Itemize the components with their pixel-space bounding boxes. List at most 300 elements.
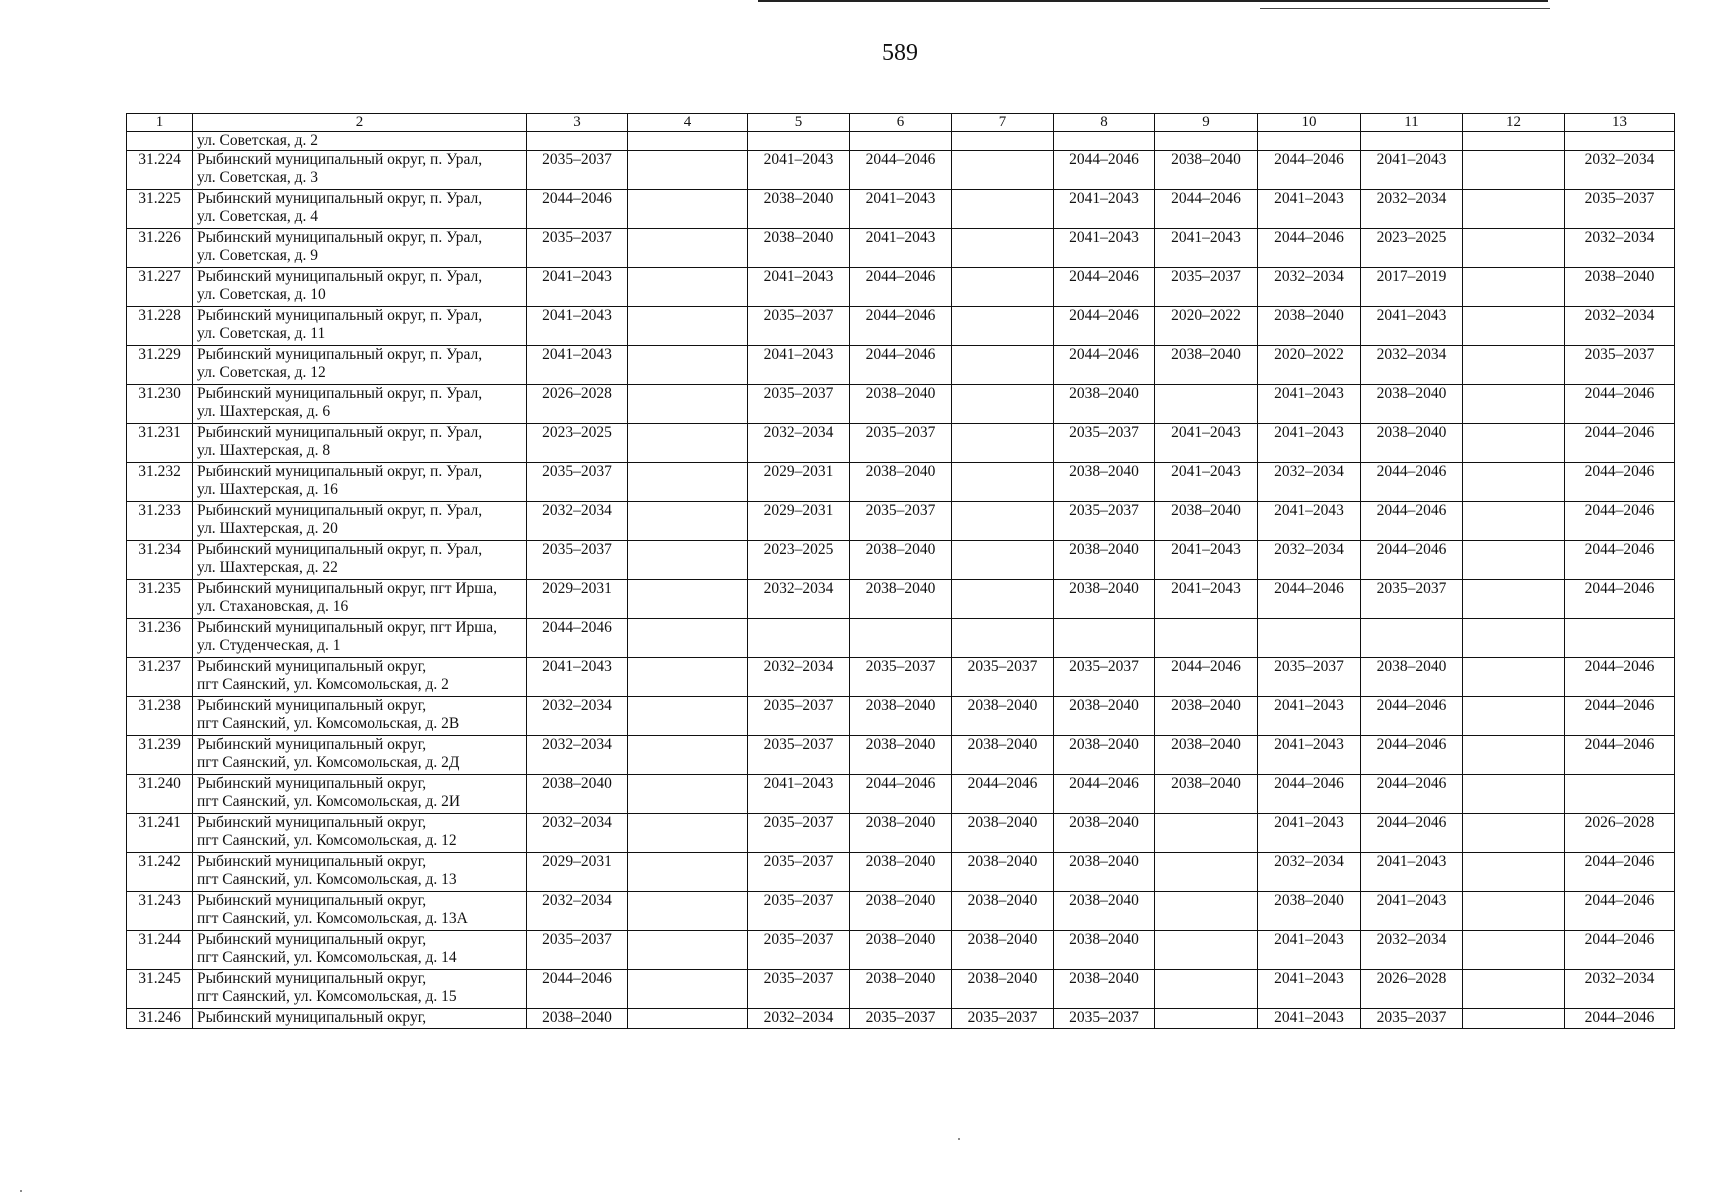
address-cell: Рыбинский муниципальный округ, п. Урал, ул. Шахтерская, д. 8	[193, 424, 527, 463]
table-row	[127, 307, 1675, 346]
column-header: 2	[193, 114, 527, 132]
period-cell: 2035–2037	[850, 1009, 952, 1029]
period-cell: 2044–2046	[1258, 151, 1361, 190]
period-cell: 2044–2046	[850, 307, 952, 346]
table-row	[127, 385, 1675, 424]
address-cell: Рыбинский муниципальный округ, п. Урал, ул. Шахтерская, д. 22	[193, 541, 527, 580]
period-cell: 2044–2046	[527, 619, 628, 658]
period-cell	[850, 619, 952, 658]
period-cell: 2032–2034	[1361, 346, 1463, 385]
period-cell: 2035–2037	[1361, 1009, 1463, 1029]
address-cell: Рыбинский муниципальный округ, п. Урал, ул. Шахтерская, д. 6	[193, 385, 527, 424]
period-cell: 2032–2034	[1565, 307, 1675, 346]
period-cell: 2038–2040	[1155, 736, 1258, 775]
row-number-cell: 31.242	[127, 853, 193, 892]
period-cell: 2038–2040	[1054, 697, 1155, 736]
table-row	[127, 697, 1675, 736]
period-cell: 2038–2040	[1054, 931, 1155, 970]
row-number-cell: 31.234	[127, 541, 193, 580]
row-number-cell: 31.225	[127, 190, 193, 229]
period-cell: 2038–2040	[1155, 151, 1258, 190]
period-cell: 2035–2037	[1054, 658, 1155, 697]
period-cell: 2044–2046	[1361, 541, 1463, 580]
period-cell	[628, 463, 748, 502]
period-cell: 2038–2040	[1155, 775, 1258, 814]
table-row	[127, 1009, 1675, 1029]
address-cell: Рыбинский муниципальный округ, п. Урал, ул. Шахтерская, д. 20	[193, 502, 527, 541]
period-cell: 2038–2040	[952, 970, 1054, 1009]
period-cell: 2038–2040	[850, 931, 952, 970]
period-cell	[1155, 814, 1258, 853]
period-cell	[1155, 385, 1258, 424]
row-number-cell: 31.231	[127, 424, 193, 463]
period-cell: 2041–2043	[1361, 853, 1463, 892]
period-cell: 2029–2031	[748, 502, 850, 541]
period-cell: 2044–2046	[1258, 775, 1361, 814]
address-cell: Рыбинский муниципальный округ, пгт Саянский, ул. Комсомольская, д. 12	[193, 814, 527, 853]
period-cell: 2041–2043	[1155, 580, 1258, 619]
column-header: 1	[127, 114, 193, 132]
period-cell: 2038–2040	[1361, 385, 1463, 424]
period-cell	[628, 424, 748, 463]
period-cell: 2041–2043	[1054, 190, 1155, 229]
table-row	[127, 970, 1675, 1009]
period-cell: 2044–2046	[850, 346, 952, 385]
period-cell	[952, 268, 1054, 307]
period-cell: 2038–2040	[952, 853, 1054, 892]
period-cell	[952, 307, 1054, 346]
address-cell: Рыбинский муниципальный округ,	[193, 1009, 527, 1029]
period-cell: 2041–2043	[527, 658, 628, 697]
period-cell	[628, 541, 748, 580]
period-cell	[1565, 619, 1675, 658]
column-header: 10	[1258, 114, 1361, 132]
period-cell: 2038–2040	[952, 697, 1054, 736]
period-cell: 2038–2040	[850, 541, 952, 580]
period-cell: 2038–2040	[850, 697, 952, 736]
table-row	[127, 229, 1675, 268]
column-header: 9	[1155, 114, 1258, 132]
period-cell: 2035–2037	[952, 658, 1054, 697]
period-cell	[1463, 1009, 1565, 1029]
address-cell: Рыбинский муниципальный округ, пгт Саянский, ул. Комсомольская, д. 14	[193, 931, 527, 970]
address-cell: Рыбинский муниципальный округ, п. Урал, ул. Советская, д. 9	[193, 229, 527, 268]
row-number-cell: 31.229	[127, 346, 193, 385]
period-cell	[952, 424, 1054, 463]
period-cell: 2041–2043	[527, 307, 628, 346]
period-cell	[1463, 775, 1565, 814]
period-cell: 2041–2043	[748, 346, 850, 385]
period-cell: 2029–2031	[748, 463, 850, 502]
period-cell	[952, 502, 1054, 541]
period-cell: 2020–2022	[1155, 307, 1258, 346]
period-cell: 2044–2046	[1155, 658, 1258, 697]
period-cell: 2032–2034	[748, 580, 850, 619]
period-cell: 2032–2034	[1258, 463, 1361, 502]
address-cell: Рыбинский муниципальный округ, пгт Саянский, ул. Комсомольская, д. 2В	[193, 697, 527, 736]
address-cell: Рыбинский муниципальный округ, п. Урал, ул. Советская, д. 12	[193, 346, 527, 385]
period-cell	[628, 775, 748, 814]
period-cell	[1463, 580, 1565, 619]
address-cell: Рыбинский муниципальный округ, пгт Саянский, ул. Комсомольская, д. 13	[193, 853, 527, 892]
period-cell	[1463, 658, 1565, 697]
period-cell: 2032–2034	[527, 736, 628, 775]
address-cell: ул. Советская, д. 2	[193, 132, 527, 151]
row-number-cell: 31.243	[127, 892, 193, 931]
address-cell: Рыбинский муниципальный округ, пгт Ирша, ул. Стахановская, д. 16	[193, 580, 527, 619]
period-cell: 2038–2040	[1155, 502, 1258, 541]
table-row	[127, 346, 1675, 385]
period-cell: 2044–2046	[1565, 385, 1675, 424]
period-cell	[952, 346, 1054, 385]
period-cell	[952, 190, 1054, 229]
period-cell	[628, 190, 748, 229]
period-cell: 2038–2040	[1361, 658, 1463, 697]
period-cell: 2041–2043	[1258, 190, 1361, 229]
row-number-cell: 31.240	[127, 775, 193, 814]
period-cell: 2032–2034	[748, 424, 850, 463]
period-cell: 2038–2040	[850, 970, 952, 1009]
period-cell	[628, 931, 748, 970]
row-number-cell: 31.233	[127, 502, 193, 541]
period-cell: 2035–2037	[748, 385, 850, 424]
period-cell: 2041–2043	[1258, 1009, 1361, 1029]
period-cell	[628, 970, 748, 1009]
period-cell: 2038–2040	[1054, 853, 1155, 892]
period-cell: 2035–2037	[527, 229, 628, 268]
page-number: 589	[882, 40, 918, 66]
period-cell: 2041–2043	[748, 151, 850, 190]
table-body	[127, 132, 1675, 1029]
row-number-cell: 31.230	[127, 385, 193, 424]
period-cell	[628, 385, 748, 424]
period-cell	[952, 463, 1054, 502]
period-cell: 2038–2040	[850, 853, 952, 892]
row-number-cell: 31.239	[127, 736, 193, 775]
period-cell: 2029–2031	[527, 580, 628, 619]
address-cell: Рыбинский муниципальный округ, пгт Ирша, ул. Студенческая, д. 1	[193, 619, 527, 658]
period-cell	[748, 619, 850, 658]
period-cell: 2044–2046	[1155, 190, 1258, 229]
period-cell: 2038–2040	[952, 736, 1054, 775]
period-cell: 2035–2037	[850, 502, 952, 541]
period-cell: 2038–2040	[1258, 307, 1361, 346]
period-cell	[952, 580, 1054, 619]
column-header: 5	[748, 114, 850, 132]
period-cell: 2044–2046	[1361, 775, 1463, 814]
period-cell: 2038–2040	[527, 775, 628, 814]
table-row	[127, 775, 1675, 814]
period-cell: 2038–2040	[1565, 268, 1675, 307]
column-header: 8	[1054, 114, 1155, 132]
period-cell: 2041–2043	[527, 346, 628, 385]
column-header: 13	[1565, 114, 1675, 132]
period-cell: 2038–2040	[952, 931, 1054, 970]
period-cell	[628, 736, 748, 775]
period-cell: 2044–2046	[1565, 463, 1675, 502]
period-cell: 2044–2046	[1565, 424, 1675, 463]
period-cell	[1155, 619, 1258, 658]
top-rule	[758, 0, 1548, 2]
period-cell: 2044–2046	[1565, 541, 1675, 580]
period-cell: 2041–2043	[1155, 229, 1258, 268]
period-cell: 2035–2037	[850, 658, 952, 697]
period-cell: 2026–2028	[1565, 814, 1675, 853]
row-number-cell: 31.244	[127, 931, 193, 970]
period-cell: 2044–2046	[1361, 697, 1463, 736]
period-cell: 2041–2043	[1155, 541, 1258, 580]
period-cell: 2038–2040	[1054, 385, 1155, 424]
column-header: 11	[1361, 114, 1463, 132]
period-cell	[1463, 697, 1565, 736]
period-cell: 2038–2040	[952, 814, 1054, 853]
period-cell: 2041–2043	[1258, 502, 1361, 541]
period-cell	[952, 229, 1054, 268]
period-cell: 2041–2043	[748, 268, 850, 307]
period-cell	[1155, 892, 1258, 931]
period-cell: 2044–2046	[1361, 736, 1463, 775]
period-cell	[628, 892, 748, 931]
period-cell: 2038–2040	[850, 580, 952, 619]
period-cell	[1463, 892, 1565, 931]
period-cell: 2032–2034	[748, 658, 850, 697]
period-cell: 2044–2046	[1565, 1009, 1675, 1029]
period-cell: 2035–2037	[748, 892, 850, 931]
period-cell: 2044–2046	[527, 190, 628, 229]
address-cell: Рыбинский муниципальный округ, пгт Саянский, ул. Комсомольская, д. 2	[193, 658, 527, 697]
period-cell: 2044–2046	[1054, 307, 1155, 346]
period-cell: 2044–2046	[1565, 931, 1675, 970]
period-cell	[1463, 541, 1565, 580]
period-cell	[1463, 853, 1565, 892]
period-cell: 2041–2043	[1361, 307, 1463, 346]
row-number-cell: 31.241	[127, 814, 193, 853]
period-cell	[1463, 736, 1565, 775]
period-cell	[952, 619, 1054, 658]
continuation-row	[127, 132, 1675, 151]
period-cell: 2041–2043	[1155, 463, 1258, 502]
period-cell	[1463, 307, 1565, 346]
period-cell: 2023–2025	[748, 541, 850, 580]
address-cell: Рыбинский муниципальный округ, п. Урал, ул. Советская, д. 4	[193, 190, 527, 229]
period-cell: 2038–2040	[850, 385, 952, 424]
period-cell	[1463, 814, 1565, 853]
row-number-cell: 31.246	[127, 1009, 193, 1029]
register-table	[126, 113, 1675, 1029]
period-cell: 2041–2043	[1054, 229, 1155, 268]
address-cell: Рыбинский муниципальный округ, п. Урал, ул. Советская, д. 10	[193, 268, 527, 307]
period-cell: 2017–2019	[1361, 268, 1463, 307]
period-cell: 2029–2031	[527, 853, 628, 892]
period-cell	[628, 814, 748, 853]
period-cell: 2035–2037	[748, 814, 850, 853]
period-cell: 2035–2037	[1054, 1009, 1155, 1029]
period-cell: 2044–2046	[1361, 463, 1463, 502]
period-cell: 2044–2046	[850, 268, 952, 307]
period-cell	[628, 346, 748, 385]
period-cell: 2038–2040	[1054, 541, 1155, 580]
period-cell: 2044–2046	[1258, 580, 1361, 619]
period-cell	[1463, 151, 1565, 190]
period-cell	[952, 541, 1054, 580]
period-cell: 2035–2037	[1361, 580, 1463, 619]
period-cell: 2032–2034	[1258, 541, 1361, 580]
period-cell: 2041–2043	[1258, 385, 1361, 424]
stray-dot	[958, 1138, 960, 1140]
period-cell	[628, 502, 748, 541]
period-cell	[628, 229, 748, 268]
table-row	[127, 814, 1675, 853]
period-cell: 2044–2046	[1565, 580, 1675, 619]
column-header: 3	[527, 114, 628, 132]
period-cell: 2032–2034	[527, 697, 628, 736]
address-cell: Рыбинский муниципальный округ, п. Урал, ул. Советская, д. 11	[193, 307, 527, 346]
period-cell: 2044–2046	[1565, 892, 1675, 931]
period-cell: 2038–2040	[527, 1009, 628, 1029]
period-cell: 2041–2043	[1155, 424, 1258, 463]
period-cell: 2038–2040	[1258, 892, 1361, 931]
period-cell: 2044–2046	[1054, 151, 1155, 190]
period-cell: 2035–2037	[952, 1009, 1054, 1029]
column-header: 7	[952, 114, 1054, 132]
period-cell: 2041–2043	[850, 190, 952, 229]
period-cell: 2035–2037	[1258, 658, 1361, 697]
period-cell	[1463, 970, 1565, 1009]
period-cell: 2038–2040	[748, 229, 850, 268]
period-cell	[1155, 1009, 1258, 1029]
period-cell: 2044–2046	[1054, 775, 1155, 814]
period-cell	[628, 151, 748, 190]
row-number-cell: 31.237	[127, 658, 193, 697]
period-cell: 2035–2037	[748, 307, 850, 346]
period-cell: 2035–2037	[748, 697, 850, 736]
column-header: 4	[628, 114, 748, 132]
period-cell: 2041–2043	[1361, 151, 1463, 190]
period-cell: 2032–2034	[1361, 190, 1463, 229]
period-cell	[628, 580, 748, 619]
period-cell: 2032–2034	[527, 502, 628, 541]
table-row	[127, 619, 1675, 658]
period-cell: 2041–2043	[1361, 892, 1463, 931]
period-cell	[1463, 346, 1565, 385]
period-cell: 2044–2046	[1565, 736, 1675, 775]
period-cell	[628, 697, 748, 736]
table-row	[127, 268, 1675, 307]
stray-dot	[20, 1190, 22, 1192]
period-cell: 2038–2040	[1155, 346, 1258, 385]
period-cell: 2041–2043	[1258, 424, 1361, 463]
period-cell	[1155, 970, 1258, 1009]
period-cell: 2032–2034	[527, 814, 628, 853]
table-row	[127, 424, 1675, 463]
period-cell: 2038–2040	[850, 814, 952, 853]
period-cell: 2032–2034	[1361, 931, 1463, 970]
period-cell: 2044–2046	[1361, 502, 1463, 541]
period-cell	[1361, 619, 1463, 658]
period-cell: 2041–2043	[527, 268, 628, 307]
period-cell: 2038–2040	[748, 190, 850, 229]
period-cell: 2032–2034	[527, 892, 628, 931]
period-cell: 2041–2043	[1258, 814, 1361, 853]
period-cell: 2035–2037	[1054, 424, 1155, 463]
row-number-cell: 31.224	[127, 151, 193, 190]
period-cell: 2038–2040	[952, 892, 1054, 931]
table-row	[127, 853, 1675, 892]
period-cell: 2041–2043	[748, 775, 850, 814]
period-cell: 2035–2037	[748, 931, 850, 970]
period-cell	[1155, 931, 1258, 970]
period-cell	[628, 268, 748, 307]
period-cell: 2023–2025	[527, 424, 628, 463]
period-cell: 2038–2040	[850, 736, 952, 775]
period-cell: 2038–2040	[1054, 814, 1155, 853]
period-cell	[628, 1009, 748, 1029]
address-cell: Рыбинский муниципальный округ, пгт Саянский, ул. Комсомольская, д. 15	[193, 970, 527, 1009]
period-cell: 2041–2043	[1258, 970, 1361, 1009]
period-cell	[1463, 190, 1565, 229]
period-cell	[1463, 931, 1565, 970]
period-cell: 2035–2037	[527, 931, 628, 970]
period-cell: 2044–2046	[850, 151, 952, 190]
row-number-cell: 31.235	[127, 580, 193, 619]
address-cell: Рыбинский муниципальный округ, пгт Саянский, ул. Комсомольская, д. 2И	[193, 775, 527, 814]
period-cell: 2041–2043	[1258, 736, 1361, 775]
row-number-cell: 31.245	[127, 970, 193, 1009]
period-cell: 2044–2046	[952, 775, 1054, 814]
period-cell: 2038–2040	[1054, 970, 1155, 1009]
period-cell: 2035–2037	[527, 541, 628, 580]
period-cell	[1463, 619, 1565, 658]
table-row	[127, 463, 1675, 502]
top-rule-secondary	[1260, 8, 1550, 9]
table-row	[127, 502, 1675, 541]
period-cell: 2035–2037	[1155, 268, 1258, 307]
period-cell	[628, 658, 748, 697]
column-header: 12	[1463, 114, 1565, 132]
period-cell: 2035–2037	[748, 970, 850, 1009]
period-cell	[1258, 619, 1361, 658]
address-cell: Рыбинский муниципальный округ, п. Урал, ул. Шахтерская, д. 16	[193, 463, 527, 502]
period-cell	[1463, 268, 1565, 307]
period-cell: 2032–2034	[1258, 268, 1361, 307]
period-cell: 2035–2037	[748, 736, 850, 775]
period-cell: 2038–2040	[1054, 736, 1155, 775]
row-number-cell: 31.232	[127, 463, 193, 502]
period-cell	[628, 619, 748, 658]
period-cell: 2044–2046	[1054, 268, 1155, 307]
address-cell: Рыбинский муниципальный округ, пгт Саянский, ул. Комсомольская, д. 2Д	[193, 736, 527, 775]
period-cell: 2020–2022	[1258, 346, 1361, 385]
period-cell: 2032–2034	[1565, 229, 1675, 268]
period-cell: 2038–2040	[1054, 580, 1155, 619]
period-cell	[1463, 229, 1565, 268]
period-cell: 2044–2046	[1565, 853, 1675, 892]
row-number-cell: 31.226	[127, 229, 193, 268]
period-cell: 2035–2037	[527, 151, 628, 190]
period-cell: 2044–2046	[1565, 697, 1675, 736]
period-cell: 2032–2034	[1565, 970, 1675, 1009]
period-cell: 2041–2043	[850, 229, 952, 268]
table-row	[127, 541, 1675, 580]
period-cell: 2032–2034	[1565, 151, 1675, 190]
period-cell	[952, 151, 1054, 190]
period-cell: 2026–2028	[527, 385, 628, 424]
period-cell: 2038–2040	[1054, 463, 1155, 502]
period-cell: 2023–2025	[1361, 229, 1463, 268]
row-number-cell: 31.228	[127, 307, 193, 346]
table-row	[127, 580, 1675, 619]
period-cell: 2044–2046	[527, 970, 628, 1009]
